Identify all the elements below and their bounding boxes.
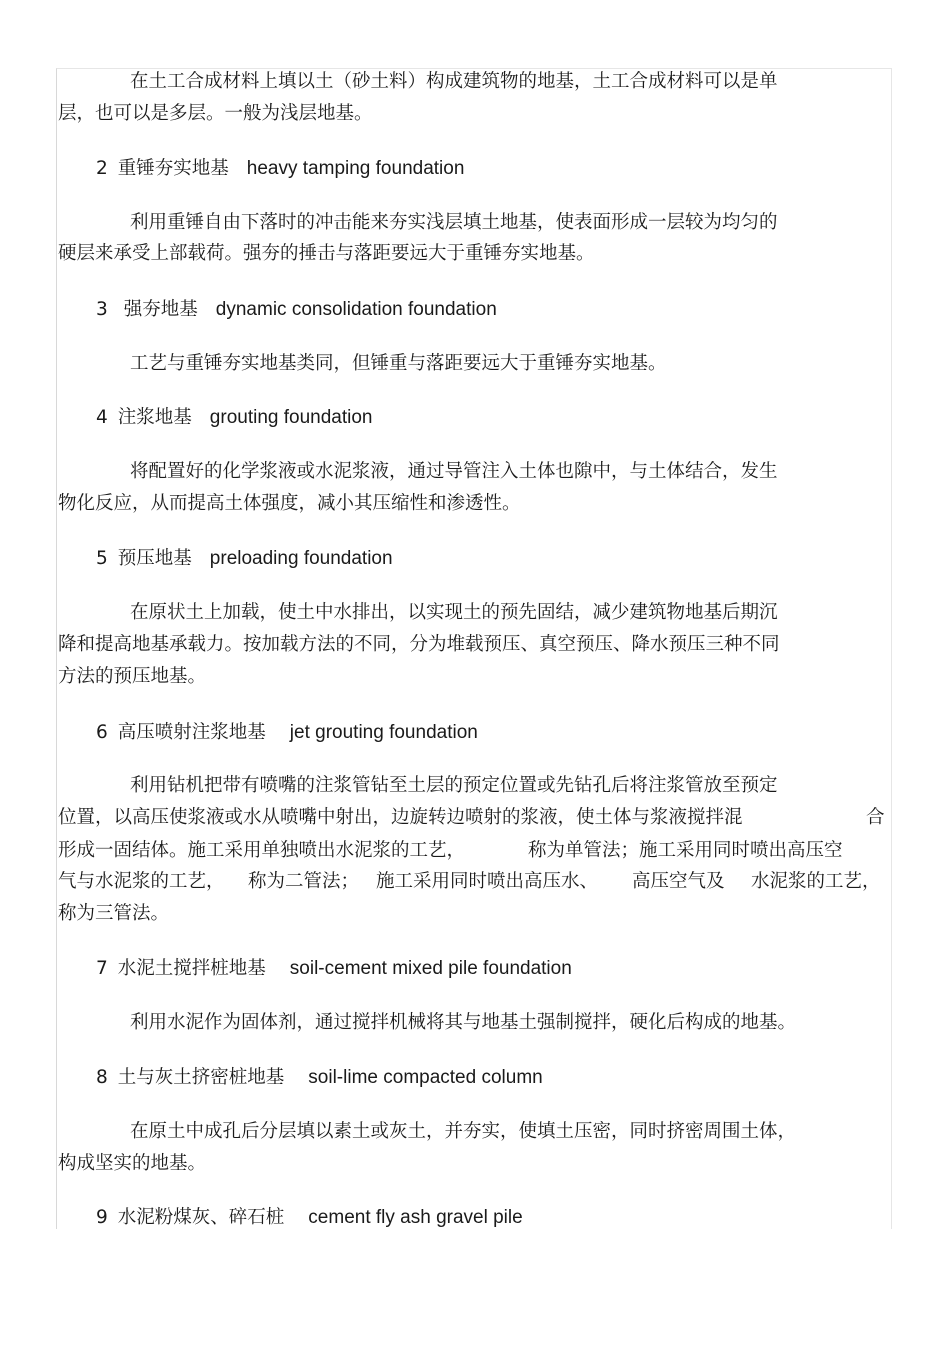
section-heading-4 bbox=[96, 407, 372, 429]
body-line: 利用钻机把带有喷嘴的注浆管钻至土层的预定位置或先钻孔后将注浆管放至预定 bbox=[130, 775, 778, 796]
section-title-en: soil-lime compacted column bbox=[308, 1067, 543, 1088]
section-title-en: dynamic consolidation foundation bbox=[215, 299, 497, 320]
body-line: 位置，以高压使浆液或水从喷嘴中射出，边旋转边喷射的浆液，使土体与浆液搅拌混 bbox=[58, 807, 743, 828]
body-line-fragment: 称为单管法；施工采用同时喷出高压空 bbox=[528, 840, 843, 861]
section-number: 4 bbox=[96, 407, 108, 428]
section-number: 8 bbox=[96, 1067, 108, 1088]
body-line: 利用重锤自由下落时的冲击能来夯实浅层填土地基，使表面形成一层较为均匀的 bbox=[130, 212, 778, 233]
section-heading-3 bbox=[96, 299, 497, 321]
section-heading-2 bbox=[96, 158, 464, 180]
section-title-zh: 注浆地基 bbox=[117, 407, 192, 428]
body-line: 在土工合成材料上填以土（砂土料）构成建筑物的地基，土工合成材料可以是单 bbox=[130, 71, 778, 92]
section-title-zh: 高压喷射注浆地基 bbox=[117, 722, 266, 743]
body-line: 在原状土上加载，使土中水排出，以实现土的预先固结，减少建筑物地基后期沉 bbox=[130, 602, 778, 623]
body-line: 物化反应，从而提高土体强度，减小其压缩性和渗透性。 bbox=[58, 493, 521, 514]
body-line-fragment: 合 bbox=[866, 807, 885, 828]
section-number: 6 bbox=[96, 722, 108, 743]
body-line: 层，也可以是多层。一般为浅层地基。 bbox=[58, 103, 373, 124]
section-number: 9 bbox=[96, 1207, 108, 1228]
section-number: 3 bbox=[96, 299, 108, 320]
section-heading-7 bbox=[96, 958, 572, 980]
body-line-fragment: 形成一固结体。施工采用单独喷出水泥浆的工艺， bbox=[58, 840, 466, 861]
section-heading-8 bbox=[96, 1067, 543, 1089]
body-line: 工艺与重锤夯实地基类同，但锤重与落距要远大于重锤夯实地基。 bbox=[130, 353, 667, 374]
body-line-fragment: 称为三管法。 bbox=[58, 903, 170, 924]
section-title-en: grouting foundation bbox=[209, 407, 373, 428]
section-title-zh: 土与灰土挤密桩地基 bbox=[117, 1067, 285, 1088]
section-title-en: soil-cement mixed pile foundation bbox=[289, 958, 572, 979]
section-heading-9 bbox=[96, 1207, 523, 1229]
body-line-fragment: 施工采用同时喷出高压水、 bbox=[376, 871, 599, 892]
section-heading-6 bbox=[96, 722, 478, 744]
body-line: 硬层来承受上部载荷。强夯的捶击与落距要远大于重锤夯实地基。 bbox=[58, 243, 595, 264]
body-line: 将配置好的化学浆液或水泥浆液，通过导管注入土体也隙中，与土体结合，发生 bbox=[130, 461, 778, 482]
body-line: 在原土中成孔后分层填以素土或灰土，并夯实，使填土压密，同时挤密周围土体， bbox=[130, 1121, 797, 1142]
section-title-en: heavy tamping foundation bbox=[246, 158, 465, 179]
body-line: 构成坚实的地基。 bbox=[58, 1153, 207, 1174]
body-line-fragment: 称为二管法； bbox=[248, 871, 360, 892]
section-title-en: preloading foundation bbox=[209, 548, 393, 569]
body-line-fragment: 高压空气及 bbox=[632, 871, 725, 892]
body-line-fragment: 水泥浆的工艺， bbox=[751, 871, 881, 892]
section-title-zh: 水泥粉煤灰、碎石桩 bbox=[117, 1207, 285, 1228]
section-heading-5 bbox=[96, 548, 393, 570]
section-number: 2 bbox=[96, 158, 108, 179]
section-title-en: cement fly ash gravel pile bbox=[308, 1207, 523, 1228]
body-line: 利用水泥作为固体剂，通过搅拌机械将其与地基土强制搅拌，硬化后构成的地基。 bbox=[130, 1012, 797, 1033]
section-title-zh: 强夯地基 bbox=[123, 299, 198, 320]
body-line: 降和提高地基承载力。按加载方法的不同，分为堆载预压、真空预压、降水预压三种不同 bbox=[58, 634, 780, 655]
body-line: 方法的预压地基。 bbox=[58, 666, 207, 687]
section-title-zh: 预压地基 bbox=[117, 548, 192, 569]
body-line-fragment: 气与水泥浆的工艺， bbox=[58, 871, 225, 892]
section-title-en: jet grouting foundation bbox=[289, 722, 478, 743]
section-title-zh: 水泥土搅拌桩地基 bbox=[117, 958, 266, 979]
section-title-zh: 重锤夯实地基 bbox=[117, 158, 229, 179]
section-number: 7 bbox=[96, 958, 108, 979]
section-number: 5 bbox=[96, 548, 108, 569]
